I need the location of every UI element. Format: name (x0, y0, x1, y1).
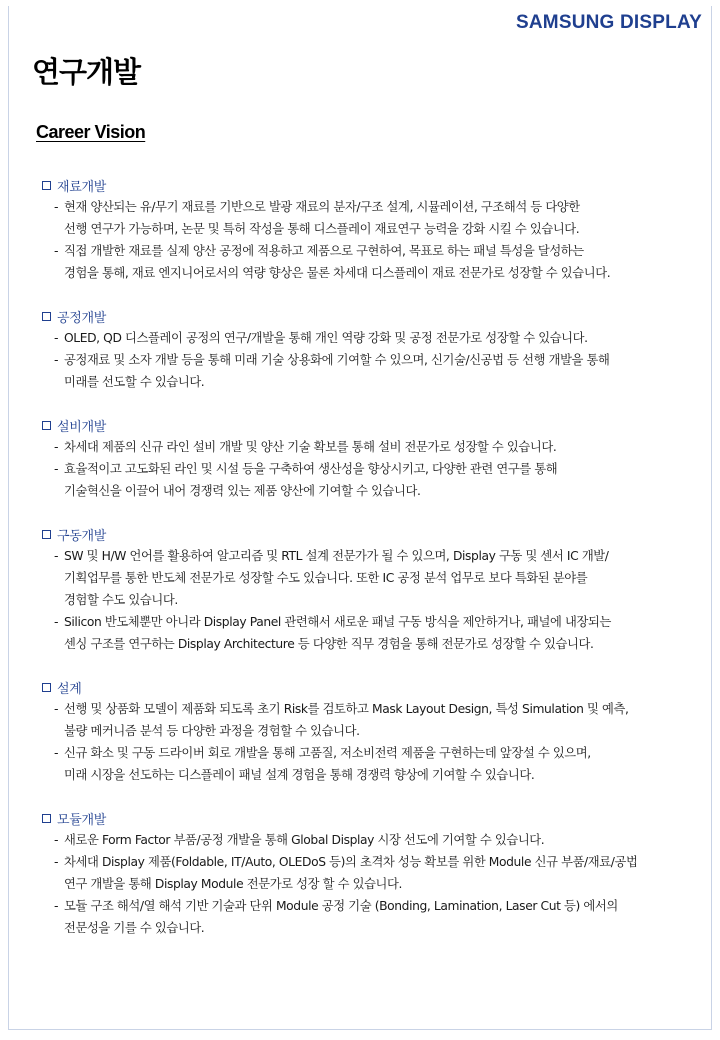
section-materials (42, 174, 692, 284)
item-text: 공정재료 및 소자 개발 등을 통해 미래 기술 상용화에 기여할 수 있으며, 신기술/신공법 등 선행 개발을 통해 미래를 선도할 수 있습니다. (64, 353, 610, 389)
section-title: 재료개발 (57, 179, 107, 195)
list-item: - 효율적이고 고도화된 라인 및 시설 등을 구축하여 생산성을 향상시키고, 다양한 관련 연구를 통해 기술혁신을 이끌어 내어 경쟁력 있는 제품 양산에 기여할 수 있습니다. (54, 458, 692, 502)
item-text: SW 및 H/W 언어를 활용하여 알고리즘 및 RTL 설계 전문가가 될 수 있으며, Display 구동 및 센서 IC 개발/ 기획업무를 통한 반도체 전문가로 성장할 수도 있습니다. 또한 IC 공정 분석 업무로 보다 특화된 분야를 경험할 수도 있습니다. (64, 549, 609, 607)
square-bullet-icon (42, 530, 51, 539)
square-bullet-icon (42, 421, 51, 430)
list-item: - OLED, QD 디스플레이 공정의 연구/개발을 통해 개인 역량 강화 및 공정 전문가로 성장할 수 있습니다. (54, 327, 692, 349)
section-heading (42, 305, 692, 327)
item-text: 차세대 제품의 신규 라인 설비 개발 및 양산 기술 확보를 통해 설비 전문가로 성장할 수 있습니다. (64, 440, 557, 454)
item-text: 모듈 구조 해석/열 해석 기반 기술과 단위 Module 공정 기술 (Bonding, Lamination, Laser Cut 등) 에서의 전문성을 기를 수 있습니다. (64, 899, 618, 935)
section-design (42, 676, 692, 786)
section-title: 구동개발 (57, 528, 107, 544)
list-item: - SW 및 H/W 언어를 활용하여 알고리즘 및 RTL 설계 전문가가 될 수 있으며, Display 구동 및 센서 IC 개발/ 기획업무를 통한 반도체 전문가로 성장할 수도 있습니다. 또한 IC 공정 분석 업무로 보다 특화된 분야를 경험할 수도 있습니다. (54, 545, 692, 611)
item-text: 차세대 Display 제품(Foldable, IT/Auto, OLEDoS 등)의 초격차 성능 확보를 위한 Module 신규 부품/재료/공법 연구 개발을 통해 Display Module 전문가로 성장 할 수 있습니다. (64, 855, 638, 891)
brand-logo: SAMSUNG DISPLAY (516, 12, 702, 33)
section-title: 공정개발 (57, 310, 107, 326)
square-bullet-icon (42, 181, 51, 190)
item-text: 신규 화소 및 구동 드라이버 회로 개발을 통해 고품질, 저소비전력 제품을 구현하는데 앞장설 수 있으며, 미래 시장을 선도하는 디스플레이 패널 설계 경험을 통해 경쟁력 향상에 기여할 수 있습니다. (64, 746, 591, 782)
section-heading (42, 676, 692, 698)
career-vision-subtitle: Career Vision (36, 122, 146, 142)
list-item: - 직접 개발한 재료를 실제 양산 공정에 적용하고 제품으로 구현하여, 목표로 하는 패널 특성을 달성하는 경험을 통해, 재료 엔지니어로서의 역량 향상은 물론 차세대 디스플레이 재료 전문가로 성장할 수 있습니다. (54, 240, 692, 284)
list-item: - 공정재료 및 소자 개발 등을 통해 미래 기술 상용화에 기여할 수 있으며, 신기술/신공법 등 선행 개발을 통해 미래를 선도할 수 있습니다. (54, 349, 692, 393)
sections-container (42, 174, 692, 960)
section-heading (42, 523, 692, 545)
list-item: - 현재 양산되는 유/무기 재료를 기반으로 발광 재료의 분자/구조 설계, 시뮬레이션, 구조해석 등 다양한 선행 연구가 가능하며, 논문 및 특허 작성을 통해 디스플레이 재료연구 능력을 강화 시킬 수 있습니다. (54, 196, 692, 240)
section-heading (42, 174, 692, 196)
list-item: - 차세대 제품의 신규 라인 설비 개발 및 양산 기술 확보를 통해 설비 전문가로 성장할 수 있습니다. (54, 436, 692, 458)
square-bullet-icon (42, 814, 51, 823)
section-equipment (42, 414, 692, 502)
item-text: OLED, QD 디스플레이 공정의 연구/개발을 통해 개인 역량 강화 및 공정 전문가로 성장할 수 있습니다. (64, 331, 588, 345)
square-bullet-icon (42, 312, 51, 321)
item-text: 현재 양산되는 유/무기 재료를 기반으로 발광 재료의 분자/구조 설계, 시뮬레이션, 구조해석 등 다양한 선행 연구가 가능하며, 논문 및 특허 작성을 통해 디스플레이 재료연구 능력을 강화 시킬 수 있습니다. (64, 200, 580, 236)
list-item: - 선행 및 상품화 모델이 제품화 되도록 초기 Risk를 검토하고 Mask Layout Design, 특성 Simulation 및 예측, 불량 메커니즘 분석 등 다양한 과정을 경험할 수 있습니다. (54, 698, 692, 742)
section-heading (42, 414, 692, 436)
section-process (42, 305, 692, 393)
list-item: - 모듈 구조 해석/열 해석 기반 기술과 단위 Module 공정 기술 (Bonding, Lamination, Laser Cut 등) 에서의 전문성을 기를 수 있습니다. (54, 895, 692, 939)
item-text: 효율적이고 고도화된 라인 및 시설 등을 구축하여 생산성을 향상시키고, 다양한 관련 연구를 통해 기술혁신을 이끌어 내어 경쟁력 있는 제품 양산에 기여할 수 있습니다. (64, 462, 558, 498)
list-item: - Silicon 반도체뿐만 아니라 Display Panel 관련해서 새로운 패널 구동 방식을 제안하거나, 패널에 내장되는 센싱 구조를 연구하는 Display Architecture 등 다양한 직무 경험을 통해 전문가로 성장할 수 있습니다. (54, 611, 692, 655)
list-item: - 신규 화소 및 구동 드라이버 회로 개발을 통해 고품질, 저소비전력 제품을 구현하는데 앞장설 수 있으며, 미래 시장을 선도하는 디스플레이 패널 설계 경험을 통해 경쟁력 향상에 기여할 수 있습니다. (54, 742, 692, 786)
section-heading (42, 807, 692, 829)
item-text: 새로운 Form Factor 부품/공정 개발을 통해 Global Display 시장 선도에 기여할 수 있습니다. (64, 833, 545, 847)
square-bullet-icon (42, 683, 51, 692)
page-title: 연구개발 (32, 55, 141, 89)
item-text: 직접 개발한 재료를 실제 양산 공정에 적용하고 제품으로 구현하여, 목표로 하는 패널 특성을 달성하는 경험을 통해, 재료 엔지니어로서의 역량 향상은 물론 차세대 디스플레이 재료 전문가로 성장할 수 있습니다. (64, 244, 611, 280)
list-item: - 차세대 Display 제품(Foldable, IT/Auto, OLEDoS 등)의 초격차 성능 확보를 위한 Module 신규 부품/재료/공법 연구 개발을 통해 Display Module 전문가로 성장 할 수 있습니다. (54, 851, 692, 895)
item-text: 선행 및 상품화 모델이 제품화 되도록 초기 Risk를 검토하고 Mask Layout Design, 특성 Simulation 및 예측, 불량 메커니즘 분석 등 다양한 과정을 경험할 수 있습니다. (64, 702, 629, 738)
section-driving (42, 523, 692, 655)
section-module (42, 807, 692, 939)
list-item: - 새로운 Form Factor 부품/공정 개발을 통해 Global Display 시장 선도에 기여할 수 있습니다. (54, 829, 692, 851)
section-title: 모듈개발 (57, 812, 107, 828)
item-text: Silicon 반도체뿐만 아니라 Display Panel 관련해서 새로운 패널 구동 방식을 제안하거나, 패널에 내장되는 센싱 구조를 연구하는 Display Architecture 등 다양한 직무 경험을 통해 전문가로 성장할 수 있습니다. (64, 615, 611, 651)
section-title: 설계 (57, 681, 82, 697)
section-title: 설비개발 (57, 419, 107, 435)
